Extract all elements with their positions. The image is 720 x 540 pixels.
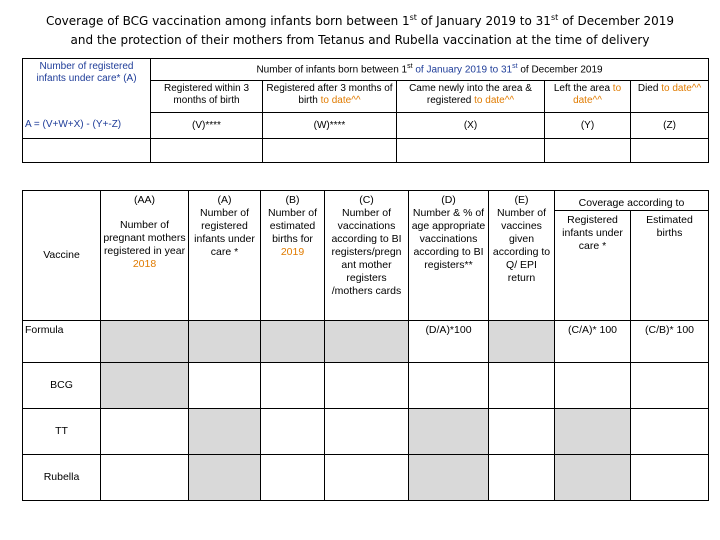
title-line-1: Coverage of BCG vaccination among infants born between 1st of January 2019 to 31st of December 2019 [45,13,675,28]
row-label-rubella: Rubella [23,455,101,501]
value-a[interactable] [23,139,151,163]
bcg-coverage-estimated[interactable] [631,363,709,409]
rubella-coverage-estimated[interactable] [631,455,709,501]
bcg-coverage-registered[interactable] [555,363,631,409]
tt-b-cell[interactable] [261,409,325,455]
coverage-registered-header: Registered infants under care * [555,211,631,321]
formula-e-cell [489,321,555,363]
tt-c-cell[interactable] [325,409,409,455]
infants-born-group-header: Number of infants born between 1st of January 2019 to 31st of December 2019 [151,59,709,81]
col-z-label: Died to date^^ [631,81,709,113]
bcg-b-cell[interactable] [261,363,325,409]
tt-e-cell[interactable] [489,409,555,455]
bcg-c-cell[interactable] [325,363,409,409]
tt-coverage-registered [555,409,631,455]
col-v-label: Registered within 3 months of birth [151,81,263,113]
row-label-tt: TT [23,409,101,455]
formula-c-cell [325,321,409,363]
title-line-2: and the protection of their mothers from Tetanus and Rubella vaccination at the time of delivery [70,33,650,47]
col-y-code: (Y) [545,113,631,139]
tt-coverage-estimated[interactable] [631,409,709,455]
col-w-code: (W)**** [263,113,397,139]
formula-a: A = (V+W+X) - (Y+-Z) [23,113,151,139]
formula-b-cell [261,321,325,363]
value-z[interactable] [631,139,709,163]
registration-summary-table [22,58,709,163]
col-z-code: (Z) [631,113,709,139]
formula-coverage-registered: (C/A)* 100 [555,321,631,363]
tt-a-cell [189,409,261,455]
formula-a-cell [189,321,261,363]
col-c-header: (C) Number of vaccinations according to BI registers/pregn ant mother registers /mothers cards [325,191,409,321]
value-y[interactable] [545,139,631,163]
coverage-group-header: Coverage according to [555,191,709,211]
rubella-b-cell[interactable] [261,455,325,501]
col-w-label: Registered after 3 months of birth to date^^ [263,81,397,113]
rubella-e-cell[interactable] [489,455,555,501]
col-b-header: (B) Number of estimated births for 2019 [261,191,325,321]
bcg-d-cell[interactable] [409,363,489,409]
formula-d-cell: (D/A)*100 [409,321,489,363]
rubella-c-cell[interactable] [325,455,409,501]
value-x[interactable] [397,139,545,163]
formula-aa-cell [101,321,189,363]
rubella-aa-cell[interactable] [101,455,189,501]
value-w[interactable] [263,139,397,163]
formula-coverage-estimated: (C/B)* 100 [631,321,709,363]
col-x-label: Came newly into the area & registered to date^^ [397,81,545,113]
col-y-label: Left the area to date^^ [545,81,631,113]
coverage-estimated-header: Estimated births [631,211,709,321]
rubella-d-cell [409,455,489,501]
col-aa-header: (AA) Number of pregnant mothers registered in year 2018 [101,191,189,321]
bcg-aa-cell [101,363,189,409]
vaccination-coverage-table [22,190,709,501]
rubella-coverage-registered [555,455,631,501]
col-e-header: (E) Number of vaccines given according to Q/ EPI return [489,191,555,321]
value-v[interactable] [151,139,263,163]
page-title [0,8,720,50]
bcg-a-cell[interactable] [189,363,261,409]
registered-infants-header: Number of registered infants under care* (A) [23,59,151,113]
tt-aa-cell[interactable] [101,409,189,455]
col-v-code: (V)**** [151,113,263,139]
row-label-bcg: BCG [23,363,101,409]
tt-d-cell [409,409,489,455]
col-a-header: (A) Number of registered infants under care * [189,191,261,321]
col-x-code: (X) [397,113,545,139]
vaccine-header: Vaccine [23,191,101,321]
col-d-header: (D) Number & % of age appropriate vaccinations according to BI registers** [409,191,489,321]
formula-row-label: Formula [23,321,101,363]
rubella-a-cell [189,455,261,501]
bcg-e-cell[interactable] [489,363,555,409]
